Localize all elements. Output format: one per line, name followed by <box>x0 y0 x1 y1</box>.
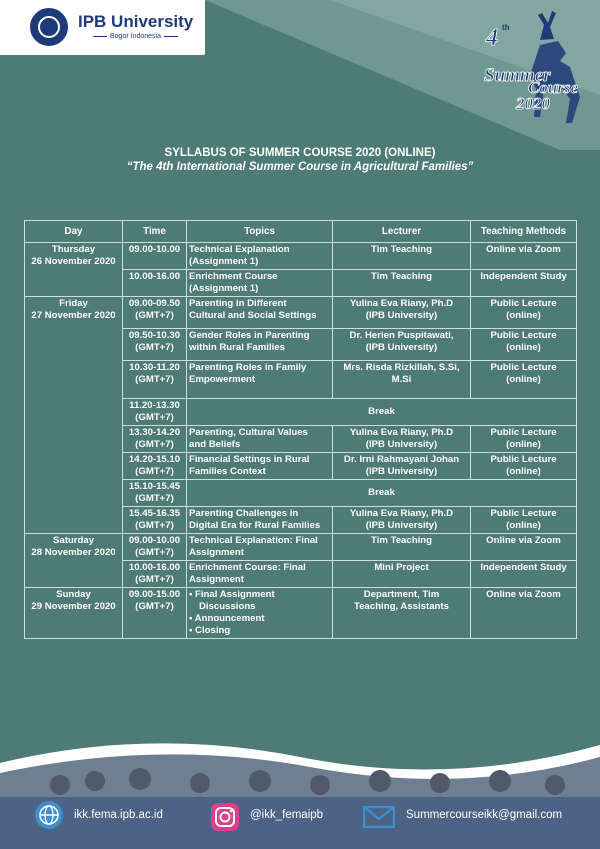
cell-line: Yulina Eva Riany, Ph.D <box>349 427 454 438</box>
cell-line: Independent Study <box>480 271 567 282</box>
cell-line: 29 November 2020 <box>31 601 116 612</box>
cell-line: Independent Study <box>480 562 567 573</box>
time-cell <box>123 361 187 399</box>
list-item: • Announcement <box>189 613 330 625</box>
method-cell <box>471 297 577 329</box>
topic-cell <box>187 453 333 480</box>
cell-line: Financial Settings in Rural <box>189 454 310 465</box>
header-topics: Topics <box>187 221 333 243</box>
time-cell <box>123 243 187 270</box>
lecturer-cell <box>333 270 471 297</box>
header-teaching-methods: Teaching Methods <box>471 221 577 243</box>
time-cell <box>123 561 187 588</box>
university-subtitle: Bogor Indonesia <box>90 33 181 40</box>
lecturer-cell <box>333 534 471 561</box>
cell-line: Sunday <box>56 589 91 600</box>
method-cell <box>471 270 577 297</box>
lecturer-cell <box>333 453 471 480</box>
cell-line: (GMT+7) <box>135 374 174 385</box>
method-cell <box>471 361 577 399</box>
list-item: Discussions <box>199 601 256 612</box>
syllabus-titles <box>0 146 600 175</box>
cell-line: (online) <box>506 310 541 321</box>
cell-line: Dr. Herien Puspitawati, <box>349 330 454 341</box>
cell-line: Teaching, Assistants <box>354 601 449 612</box>
badge-year: 2020 <box>516 94 550 113</box>
globe-icon <box>34 800 64 835</box>
footer-website[interactable]: ikk.fema.ipb.ac.id <box>74 809 163 821</box>
topic-list <box>189 589 330 637</box>
cell-line: 27 November 2020 <box>31 310 116 321</box>
badge-number: 4 <box>486 25 498 51</box>
cell-line: Saturday <box>52 535 95 546</box>
cell-line: 09.50-10.30 <box>128 330 181 341</box>
cell-line: Public Lecture <box>490 427 557 438</box>
topic-cell <box>187 534 333 561</box>
cell-line: Public Lecture <box>490 508 557 519</box>
cell-line: Online via Zoom <box>486 244 561 255</box>
badge-suffix: th <box>502 23 510 32</box>
cell-line: 10.00-16.00 <box>128 271 181 282</box>
topic-cell <box>187 561 333 588</box>
cell-line: (online) <box>506 520 541 531</box>
cell-line: Yulina Eva Riany, Ph.D <box>349 508 454 519</box>
syllabus-table <box>24 220 577 639</box>
time-cell <box>123 297 187 329</box>
cell-line: Parenting Challenges in <box>189 508 299 519</box>
lecturer-cell <box>333 243 471 270</box>
lecturer-cell <box>333 329 471 361</box>
time-cell <box>123 270 187 297</box>
badge-line2: Course <box>528 78 579 97</box>
topic-cell <box>187 243 333 270</box>
cell-line: (GMT+7) <box>135 547 174 558</box>
cell-line: 09.00-09.50 <box>128 298 181 309</box>
cell-line: 28 November 2020 <box>31 547 116 558</box>
method-cell <box>471 329 577 361</box>
cell-line: Mini Project <box>374 562 429 573</box>
cell-line: Enrichment Course <box>189 271 278 282</box>
cell-line: Online via Zoom <box>486 589 561 600</box>
cell-line: Department, Tim <box>363 589 440 600</box>
topic-cell <box>187 361 333 399</box>
break-cell: Break <box>187 399 577 426</box>
cell-line: Tim Teaching <box>371 271 432 282</box>
cell-line: 14.20-15.10 <box>128 454 181 465</box>
method-cell <box>471 561 577 588</box>
method-cell <box>471 534 577 561</box>
cell-line: Technical Explanation <box>189 244 290 255</box>
cell-line: Thursday <box>51 244 96 255</box>
cell-line: Online via Zoom <box>486 535 561 546</box>
cell-line: (IPB University) <box>365 342 438 353</box>
cell-line: Public Lecture <box>490 298 557 309</box>
cell-line: 15.10-15.45 <box>128 481 181 492</box>
cell-line: Friday <box>59 298 88 309</box>
cell-line: (GMT+7) <box>135 493 174 504</box>
topic-cell <box>187 329 333 361</box>
cell-line: Public Lecture <box>490 454 557 465</box>
cell-line: (IPB University) <box>365 439 438 450</box>
cell-line: Digital Era for Rural Families <box>189 520 321 531</box>
cell-line: Tim Teaching <box>371 244 432 255</box>
day-cell <box>25 588 123 639</box>
footer-instagram[interactable]: @ikk_femaipb <box>250 809 324 821</box>
lecturer-cell <box>333 297 471 329</box>
cell-line: Tim Teaching <box>371 535 432 546</box>
cell-line: 13.30-14.20 <box>128 427 181 438</box>
cell-line: Public Lecture <box>490 330 557 341</box>
topic-cell <box>187 426 333 453</box>
cell-line: 09.00-10.00 <box>128 535 181 546</box>
topic-cell <box>187 588 333 639</box>
cell-line: Yulina Eva Riany, Ph.D <box>349 298 454 309</box>
topic-cell <box>187 297 333 329</box>
lecturer-cell <box>333 426 471 453</box>
cell-line: Technical Explanation: Final <box>189 535 318 546</box>
cell-line: (Assignment 1) <box>189 283 259 294</box>
list-item: • Closing <box>189 625 330 637</box>
cell-line: 09.00-15.00 <box>128 589 181 600</box>
table-row <box>25 297 577 329</box>
cell-line: Parenting Roles in Family <box>189 362 307 373</box>
method-cell <box>471 507 577 534</box>
table-row <box>25 588 577 639</box>
table-row <box>25 534 577 561</box>
cell-line: (online) <box>506 342 541 353</box>
cell-line: (online) <box>506 439 541 450</box>
table-header-row <box>25 221 577 243</box>
day-cell <box>25 297 123 534</box>
university-name: IPB University <box>78 12 194 31</box>
cell-line: (online) <box>506 374 541 385</box>
lecturer-cell <box>333 561 471 588</box>
cell-line: and Beliefs <box>189 439 241 450</box>
footer-email[interactable]: Summercourseikk@gmail.com <box>406 809 563 821</box>
time-cell <box>123 588 187 639</box>
lecturer-cell <box>333 588 471 639</box>
cell-line: (GMT+7) <box>135 342 174 353</box>
table-row <box>25 243 577 270</box>
lecturer-cell <box>333 361 471 399</box>
cell-line: Public Lecture <box>490 362 557 373</box>
cell-line: (GMT+7) <box>135 310 174 321</box>
time-cell <box>123 507 187 534</box>
method-cell <box>471 426 577 453</box>
time-cell <box>123 399 187 426</box>
cell-line: 11.20-13.30 <box>129 400 180 411</box>
cell-line: M.Si <box>391 374 412 385</box>
footer-banner <box>0 735 600 849</box>
cell-line: Assignment <box>189 547 244 558</box>
cell-line: Assignment <box>189 574 244 585</box>
summer-course-badge <box>470 5 595 140</box>
cell-line: Parenting, Cultural Values <box>189 427 308 438</box>
method-cell <box>471 453 577 480</box>
day-cell <box>25 534 123 588</box>
time-cell <box>123 453 187 480</box>
topic-cell <box>187 270 333 297</box>
cell-line: Dr. Irni Rahmayani Johan <box>343 454 460 465</box>
syllabus-title: SYLLABUS OF SUMMER COURSE 2020 (ONLINE) <box>164 147 436 159</box>
cell-line: (GMT+7) <box>135 520 174 531</box>
cell-line: within Rural Families <box>189 342 285 353</box>
break-cell: Break <box>187 480 577 507</box>
cell-line: 26 November 2020 <box>31 256 116 267</box>
time-cell <box>123 329 187 361</box>
cell-line: (GMT+7) <box>135 439 174 450</box>
list-item: • Final Assignment <box>189 589 330 601</box>
lecturer-cell <box>333 507 471 534</box>
method-cell <box>471 243 577 270</box>
cell-line: (GMT+7) <box>135 601 174 612</box>
time-cell <box>123 534 187 561</box>
header-lecturer: Lecturer <box>333 221 471 243</box>
time-cell <box>123 426 187 453</box>
cell-line: 10.30-11.20 <box>129 362 180 373</box>
university-logo <box>0 0 205 55</box>
cell-line: (online) <box>506 466 541 477</box>
cell-line: (GMT+7) <box>135 412 174 423</box>
badge-line1: Summer <box>484 65 551 86</box>
time-cell <box>123 480 187 507</box>
topic-cell <box>187 507 333 534</box>
header-day: Day <box>25 221 123 243</box>
syllabus-subtitle: “The 4th International Summer Course in Agricultural Families” <box>126 161 474 173</box>
cell-line: Mrs. Risda Rizkillah, S.Si, <box>343 362 460 373</box>
cell-line: (GMT+7) <box>135 574 174 585</box>
cell-line: Empowerment <box>189 374 256 385</box>
cell-line: Families Context <box>189 466 266 477</box>
cell-line: Parenting in Different <box>189 298 287 309</box>
day-cell <box>25 243 123 297</box>
cell-line: 10.00-16.00 <box>128 562 181 573</box>
header-time: Time <box>123 221 187 243</box>
cell-line: Gender Roles in Parenting <box>189 330 310 341</box>
instagram-icon <box>210 802 240 837</box>
cell-line: (GMT+7) <box>135 466 174 477</box>
cell-line: (IPB University) <box>365 466 438 477</box>
cell-line: (IPB University) <box>365 520 438 531</box>
cell-line: (Assignment 1) <box>189 256 259 267</box>
cell-line: (IPB University) <box>365 310 438 321</box>
cell-line: Enrichment Course: Final <box>189 562 306 573</box>
cell-line: Cultural and Social Settings <box>189 310 317 321</box>
method-cell <box>471 588 577 639</box>
university-seal-icon <box>30 8 68 46</box>
cell-line: 15.45-16.35 <box>128 508 181 519</box>
mail-icon <box>363 806 395 833</box>
cell-line: 09.00-10.00 <box>128 244 181 255</box>
